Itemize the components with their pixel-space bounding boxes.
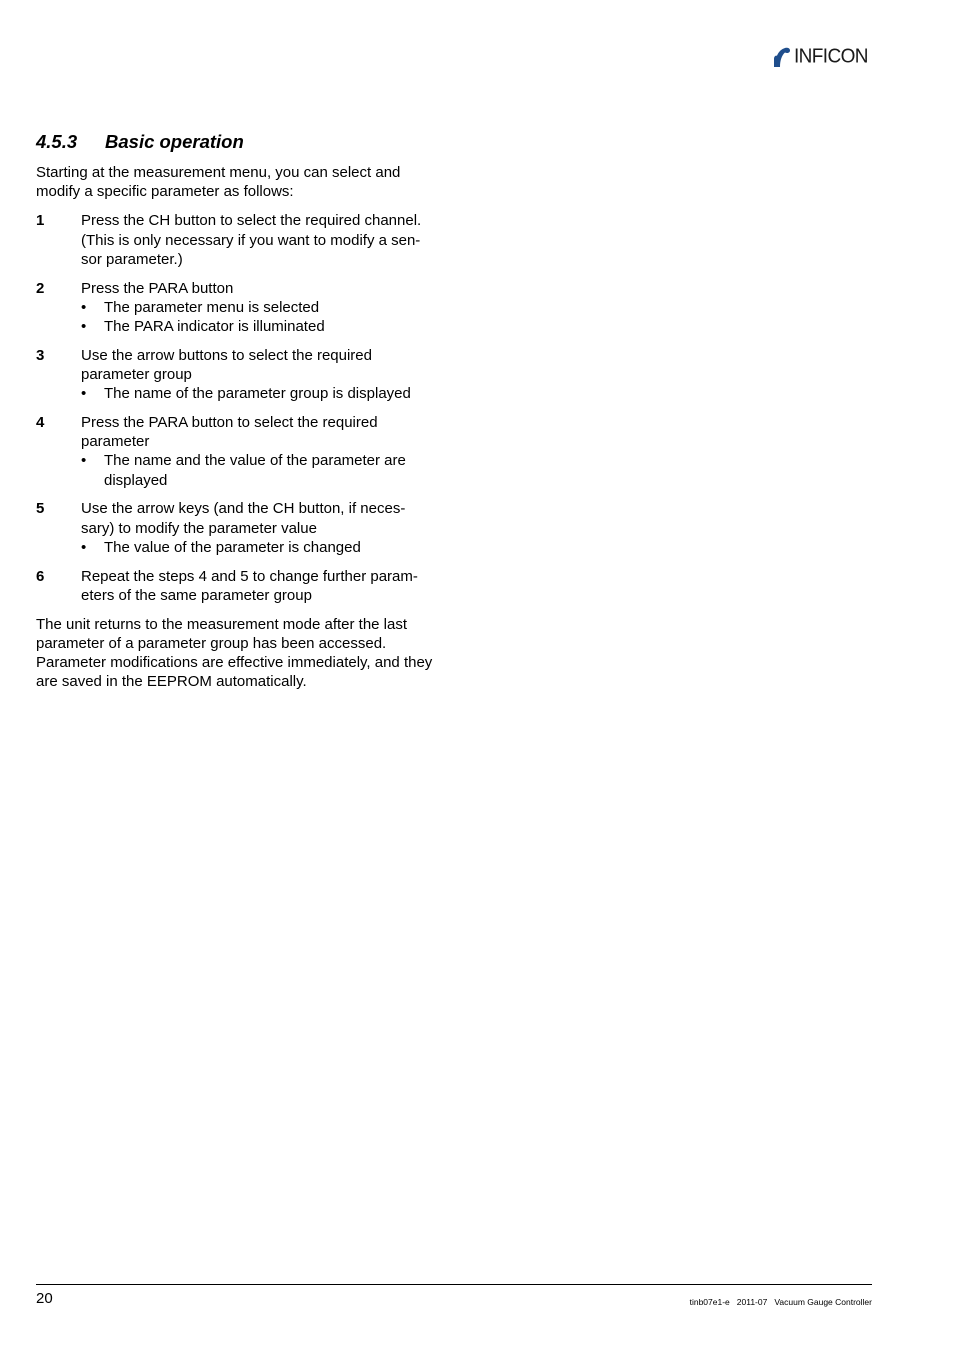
section-title: Basic operation xyxy=(105,131,244,152)
step-text-line: sor parameter.) xyxy=(81,250,183,268)
step-text-line: Press the PARA button xyxy=(81,279,234,297)
bullet-text: The PARA indicator is illuminated xyxy=(104,318,325,336)
step-body xyxy=(81,567,441,605)
step-text-line: eters of the same parameter group xyxy=(81,586,312,604)
product-name: Vacuum Gauge Controller xyxy=(774,1297,872,1307)
step-item xyxy=(36,413,441,490)
bullet-text: The parameter menu is selected xyxy=(104,298,320,316)
step-number: 1 xyxy=(36,212,45,230)
step-number: 5 xyxy=(36,500,45,518)
step-text-line: Use the arrow buttons to select the required xyxy=(81,346,372,364)
bullet-icon: • xyxy=(81,538,87,556)
step-body xyxy=(81,413,441,490)
inficon-logo xyxy=(772,45,868,69)
step-body xyxy=(81,211,441,269)
step-text-line: sary) to modify the parameter value xyxy=(81,519,317,537)
result-bullet xyxy=(81,451,441,489)
section-number: 4.5.3 xyxy=(36,131,78,152)
step-text-line: Repeat the steps 4 and 5 to change further param- xyxy=(81,567,418,585)
logo-wordmark: INFICON xyxy=(794,45,868,68)
step-number: 4 xyxy=(36,414,45,432)
bullet-icon: • xyxy=(81,385,87,403)
closing-paragraph: The unit returns to the measurement mode after the last parameter of a parameter group has been accessed. Parameter modifications are effective immediately, and they are saved in the EEPROM automatically. xyxy=(36,615,433,691)
step-text-line: Press the CH button to select the required channel. xyxy=(81,212,422,230)
footer-rule xyxy=(36,1284,872,1285)
step-number: 3 xyxy=(36,346,45,364)
bullet-icon: • xyxy=(81,298,87,316)
step-item xyxy=(36,567,441,605)
step-number: 2 xyxy=(36,279,45,297)
result-bullet xyxy=(81,298,441,317)
step-text-line: Press the PARA button to select the required xyxy=(81,414,378,432)
result-bullet xyxy=(81,384,441,403)
result-bullet xyxy=(81,538,441,557)
section-heading xyxy=(36,131,244,153)
step-text-line: Use the arrow keys (and the CH button, if neces- xyxy=(81,500,406,518)
page-number: 20 xyxy=(36,1290,53,1307)
bullet-icon: • xyxy=(81,318,87,336)
step-body xyxy=(81,499,441,557)
step-item xyxy=(36,346,441,404)
step-text-line: (This is only necessary if you want to modify a sen- xyxy=(81,231,421,249)
step-item xyxy=(36,499,441,557)
result-bullet xyxy=(81,317,441,336)
step-body xyxy=(81,279,441,337)
intro-paragraph: Starting at the measurement menu, you can select and modify a specific parameter as follows: xyxy=(36,164,401,201)
section-body xyxy=(36,163,441,691)
document-info xyxy=(690,1296,872,1308)
step-list xyxy=(36,211,441,605)
step-number: 6 xyxy=(36,567,45,585)
document-id: tinb07e1-e xyxy=(689,1297,730,1307)
bullet-text: The value of the parameter is changed xyxy=(104,538,361,556)
inficon-logo-icon xyxy=(772,46,792,68)
bullet-text: The name and the value of the parameter are displayed xyxy=(104,452,406,489)
step-text-line: parameter group xyxy=(81,366,192,384)
document-date: 2011-07 xyxy=(736,1297,768,1307)
step-item xyxy=(36,211,441,269)
step-item xyxy=(36,279,441,337)
bullet-text: The name of the parameter group is displayed xyxy=(104,385,411,403)
step-text-line: parameter xyxy=(81,433,150,451)
step-body xyxy=(81,346,441,404)
bullet-icon: • xyxy=(81,452,87,470)
